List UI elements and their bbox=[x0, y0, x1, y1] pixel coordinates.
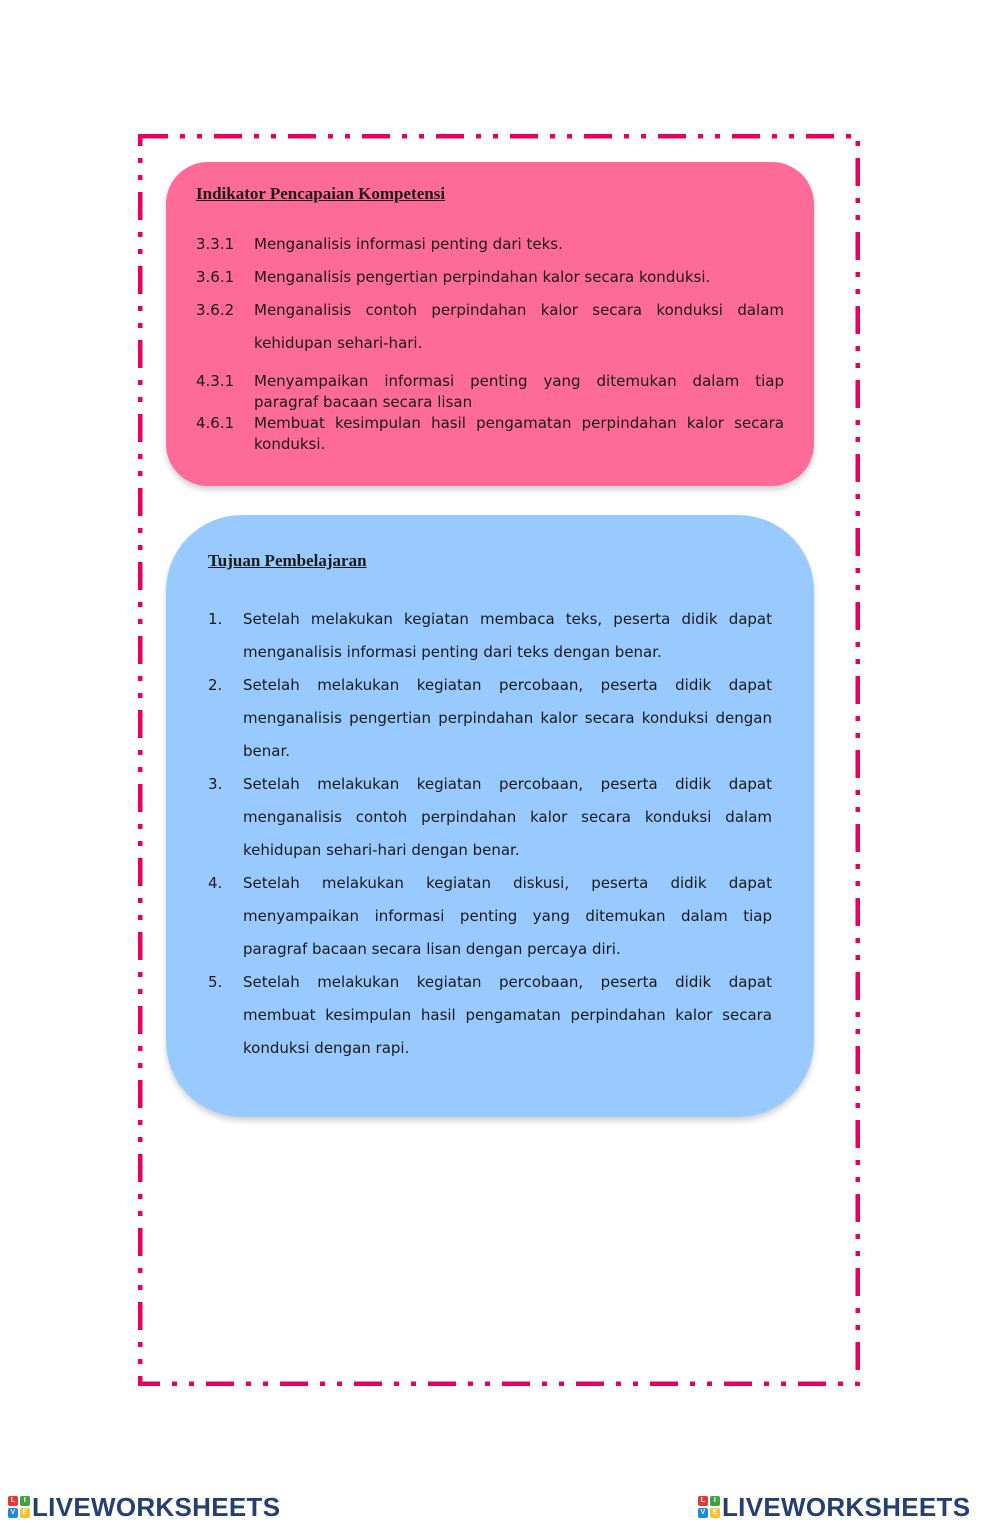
indicator-number: 3.6.2 bbox=[196, 301, 235, 319]
indicator-text: Menganalisis informasi penting dari teks. bbox=[254, 235, 563, 253]
goal-item bbox=[208, 966, 772, 1065]
logo-mark-letter: E bbox=[710, 1508, 720, 1518]
logo-mark-letter: L bbox=[8, 1496, 18, 1506]
indicator-number: 3.6.1 bbox=[196, 268, 235, 286]
logo-mark-letter: I bbox=[710, 1496, 720, 1506]
indicator-text: Membuat kesimpulan hasil pengamatan perpindahan kalor secara konduksi. bbox=[254, 414, 784, 453]
indicator-number: 4.6.1 bbox=[196, 414, 235, 432]
indicator-text: Menganalisis pengertian perpindahan kalor secara konduksi. bbox=[254, 268, 711, 286]
indicator-item bbox=[196, 294, 784, 360]
goal-text: Setelah melakukan kegiatan percobaan, peserta didik dapat membuat kesimpulan hasil pengamatan perpindahan kalor secara konduksi dengan rapi. bbox=[243, 973, 772, 1057]
indicator-list bbox=[196, 228, 784, 455]
logo-mark-letter: L bbox=[698, 1496, 708, 1506]
indicator-item bbox=[196, 228, 784, 261]
goal-item bbox=[208, 603, 772, 669]
liveworksheets-logo-left[interactable] bbox=[8, 1491, 280, 1523]
goal-title: Tujuan Pembelajaran bbox=[208, 551, 367, 570]
goal-number: 5. bbox=[208, 973, 223, 991]
indicator-number: 4.3.1 bbox=[196, 372, 235, 390]
goal-list bbox=[208, 603, 772, 1065]
goal-text: Setelah melakukan kegiatan diskusi, peserta didik dapat menyampaikan informasi penting yang ditemukan dalam tiap paragraf bacaan secara lisan dengan percaya diri. bbox=[243, 874, 772, 958]
goal-number: 1. bbox=[208, 610, 223, 628]
liveworksheets-logo-right[interactable] bbox=[698, 1491, 970, 1523]
goal-number: 3. bbox=[208, 775, 223, 793]
goal-number: 4. bbox=[208, 874, 223, 892]
logo-text: LIVEWORKSHEETS bbox=[722, 1491, 971, 1522]
indicator-item bbox=[196, 413, 784, 455]
logo-mark-icon bbox=[698, 1496, 720, 1518]
goal-text: Setelah melakukan kegiatan membaca teks, peserta didik dapat menganalisis informasi penting dari teks dengan benar. bbox=[243, 610, 772, 661]
indicator-number: 3.3.1 bbox=[196, 235, 235, 253]
logo-mark-letter: V bbox=[698, 1508, 708, 1518]
goal-number: 2. bbox=[208, 676, 223, 694]
indicator-item bbox=[196, 371, 784, 413]
indicator-item bbox=[196, 261, 784, 294]
logo-text: LIVEWORKSHEETS bbox=[32, 1491, 281, 1522]
goal-item bbox=[208, 669, 772, 768]
indicator-card bbox=[166, 162, 814, 486]
indicator-text: Menyampaikan informasi penting yang ditemukan dalam tiap paragraf bacaan secara lisan bbox=[254, 372, 784, 411]
goal-item bbox=[208, 768, 772, 867]
logo-mark-letter: I bbox=[20, 1496, 30, 1506]
indicator-text: Menganalisis contoh perpindahan kalor secara konduksi dalam kehidupan sehari-hari. bbox=[254, 301, 784, 352]
goal-item bbox=[208, 867, 772, 966]
indicator-title: Indikator Pencapaian Kompetensi bbox=[196, 184, 446, 203]
logo-mark-letter: V bbox=[8, 1508, 18, 1518]
logo-mark-icon bbox=[8, 1496, 30, 1518]
goal-text: Setelah melakukan kegiatan percobaan, peserta didik dapat menganalisis pengertian perpindahan kalor secara konduksi dengan benar. bbox=[243, 676, 772, 760]
goal-text: Setelah melakukan kegiatan percobaan, peserta didik dapat menganalisis contoh perpindahan kalor secara konduksi dalam kehidupan sehari-hari dengan benar. bbox=[243, 775, 772, 859]
logo-mark-letter: E bbox=[20, 1508, 30, 1518]
goal-card bbox=[166, 515, 814, 1117]
